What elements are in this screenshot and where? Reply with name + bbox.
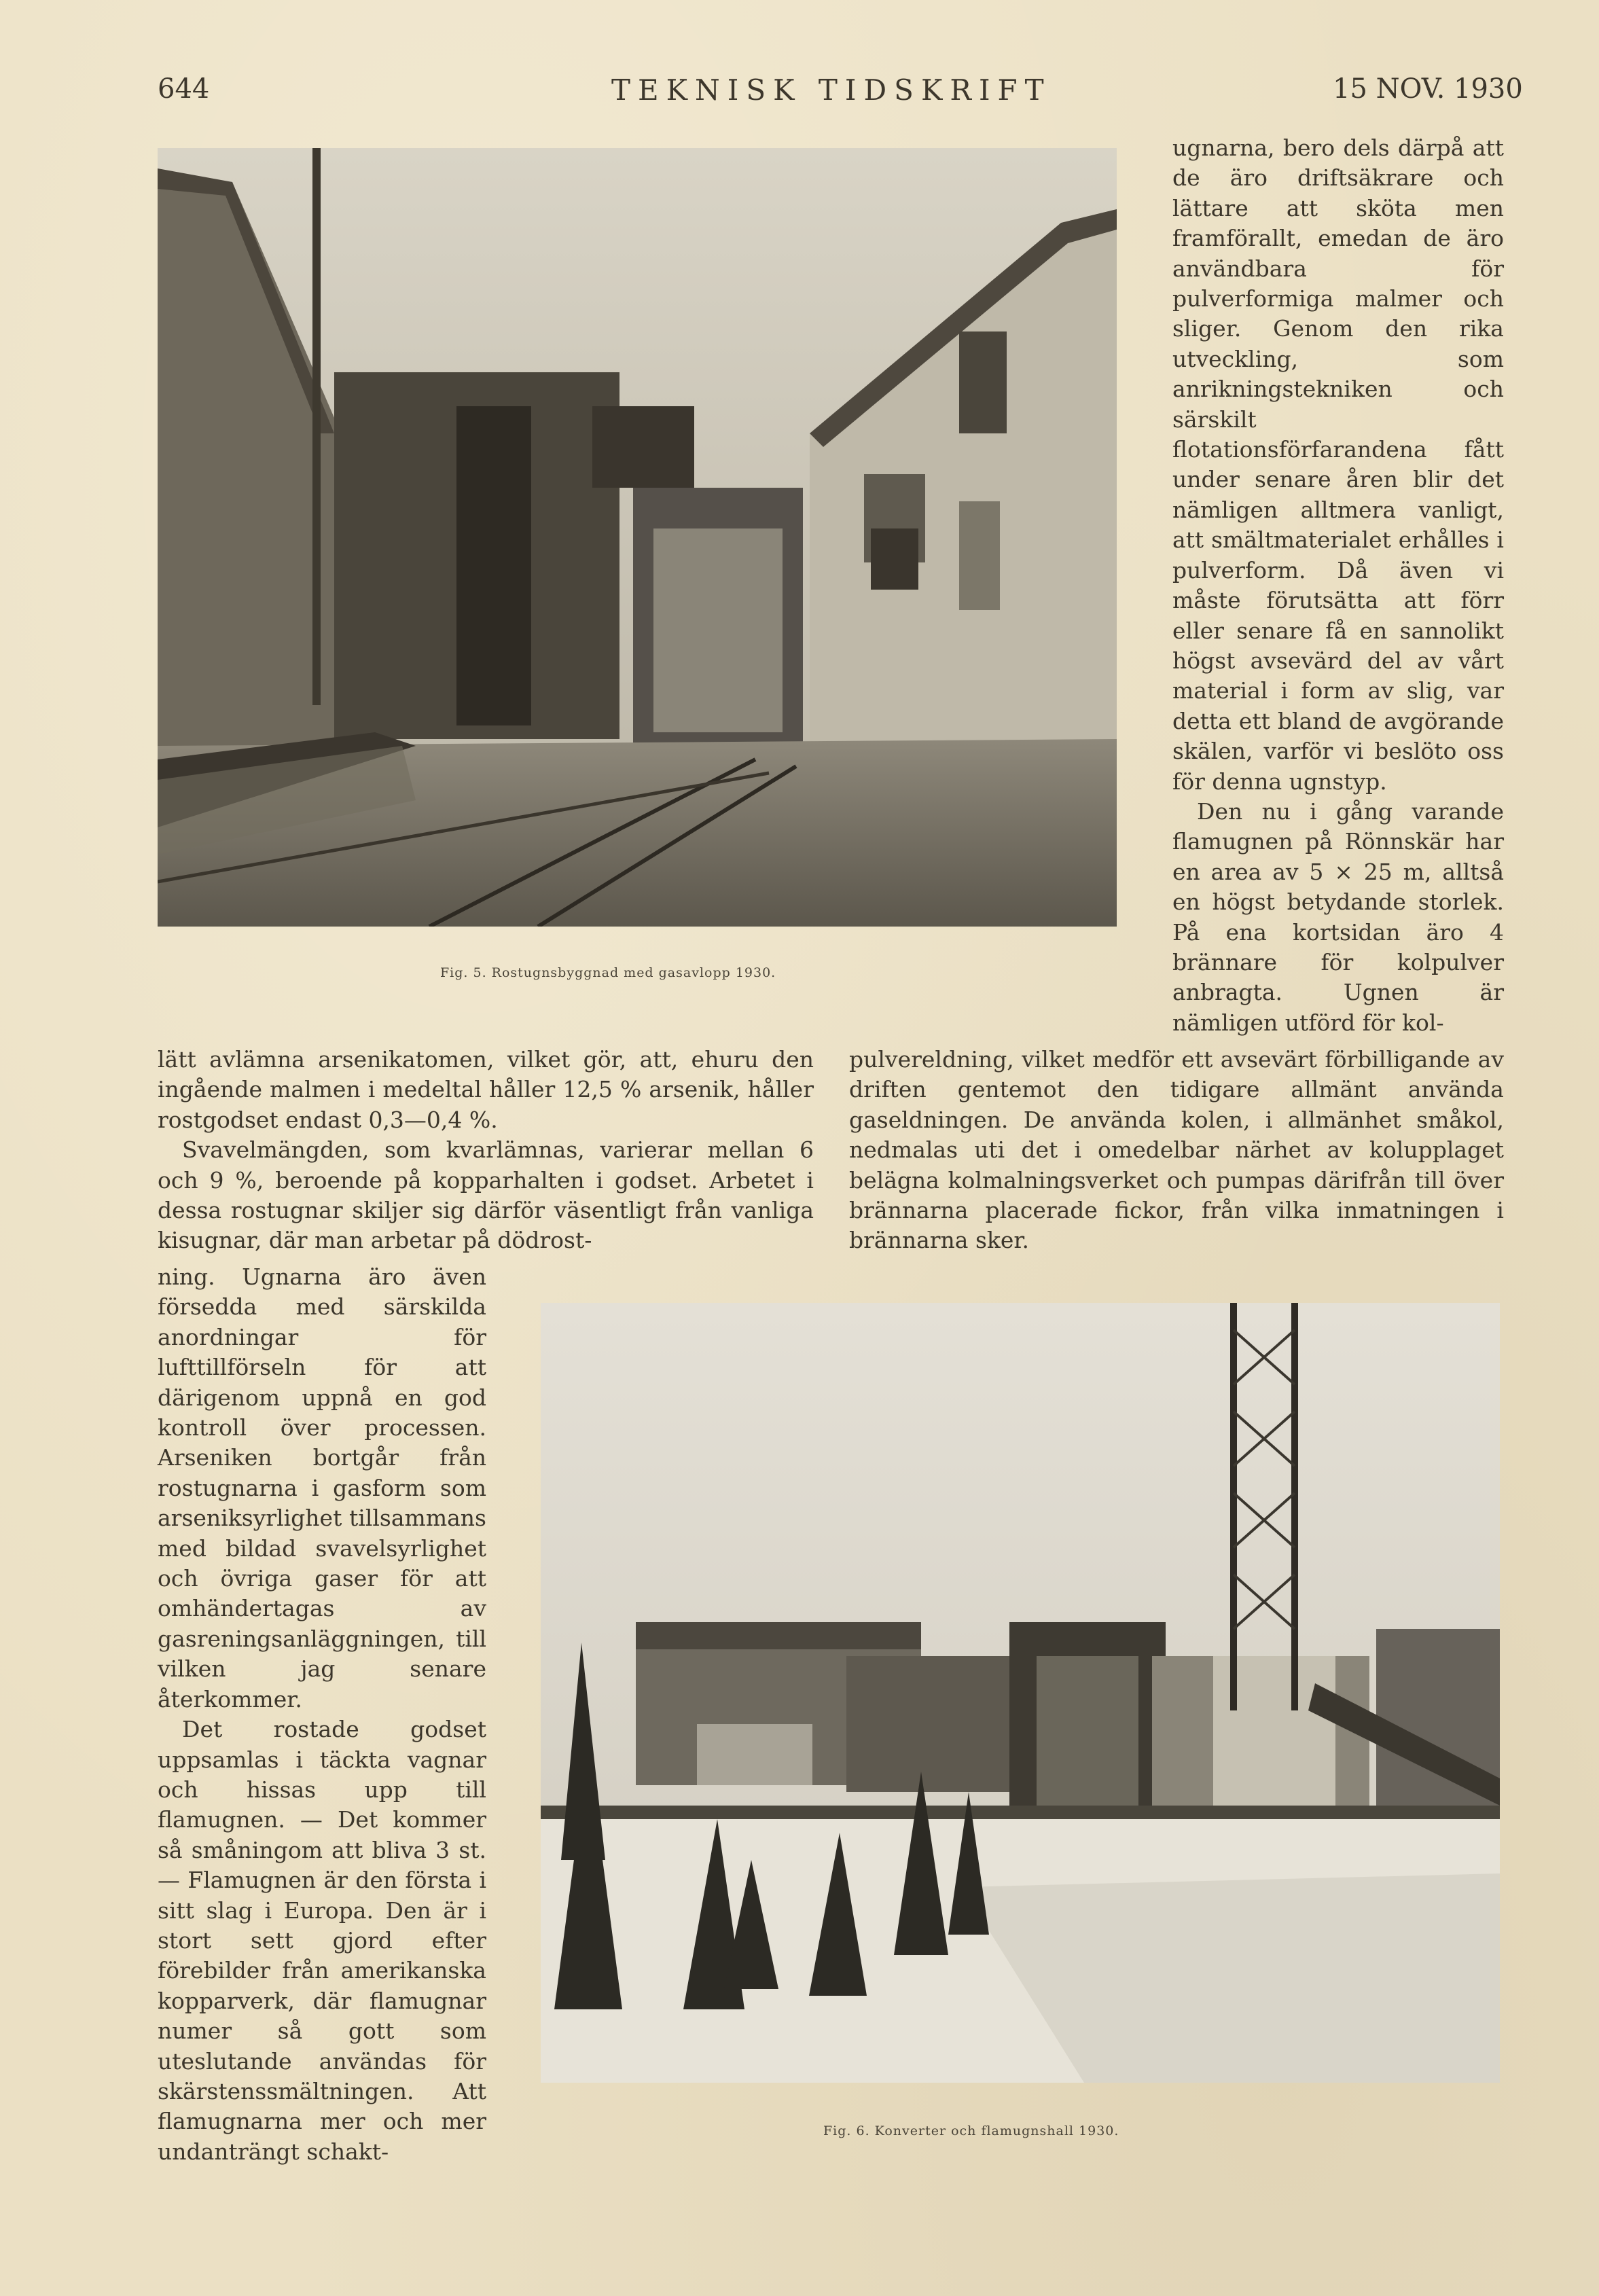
text-column-right-mid xyxy=(849,1045,1504,1256)
text-column-left-wide xyxy=(158,1045,814,1256)
figure-5-photo xyxy=(158,148,1117,927)
text-column-right-top xyxy=(1172,133,1504,1038)
issue-date: 15 NOV. 1930 xyxy=(1333,73,1523,105)
paragraph: Det rostade godset uppsamlas i täckta vagnar och hissas upp till flamugnen. — Det kommer så småningom att bliva 3 st. — Flamugnen är den första i sitt slag i Europa. Den är i stort sett gjord efter förebilder från amerikanska kopparverk, där flamugnar numer så gott som uteslutande användas för skärstenssmältningen. Att flamugnarna mer och mer undanträngt schakt- xyxy=(158,1716,486,2165)
figure-6-caption: Fig. 6. Konverter och flamugnshall 1930. xyxy=(823,2123,1119,2138)
text-column-left-narrow xyxy=(158,1262,486,2167)
paragraph: Svavelmängden, som kvarlämnas, varierar mellan 6 och 9 %, beroende på kopparhalten i godset. Arbetet i dessa rostugnar skiljer sig därför väsentligt från vanliga kisugnar, där man arbetar på dödrost- xyxy=(158,1136,814,1254)
page-number: 644 xyxy=(158,73,210,105)
figure-5-caption: Fig. 5. Rostugnsbyggnad med gasavlopp 1930. xyxy=(440,965,776,980)
paragraph: pulvereldning, vilket medför ett avsevärt förbilligande av driften gentemot den tidigare allmänt använda gaseldningen. De använda kolen, i allmänhet småkol, nedmalas uti det i omedelbar närhet av kolupplaget belägna kolmalningsverket och pumpas därifrån till över brännarna placerade fickor, från vilka inmatningen i brännarna sker. xyxy=(849,1046,1504,1254)
paragraph: ning. Ugnarna äro även försedda med särskilda anordningar för lufttillförseln för att därigenom uppnå en god kontroll över processen. Arseniken bortgår från rostugnarna i gasform som arseniksyrlighet tillsammans med bildad svavelsyrlighet och övriga gaser för att omhändertagas av gasreningsanläggningen, till vilken jag senare återkommer. xyxy=(158,1263,486,1712)
figure-6-photo xyxy=(541,1303,1500,2083)
paragraph: Den nu i gång varande flamugnen på Rönnskär har en area av 5 × 25 m, alltså en högst betydande storlek. På ena kortsidan äro 4 brännare för kolpulver anbragta. Ugnen är nämligen utförd för kol- xyxy=(1172,797,1504,1036)
journal-title: TEKNISK TIDSKRIFT xyxy=(611,73,1052,107)
paragraph: ugnarna, bero dels därpå att de äro driftsäkrare och lättare att sköta men framförallt, emedan de äro användbara för pulverformiga malmer och sliger. Genom den rika utveckling, som anrikningstekniken och särskilt flotationsförfarandena fått under senare åren blir det nämligen alltmera vanligt, att smältmaterialet erhålles i pulverform. Då även vi måste förutsätta att förr eller senare få en sannolikt högst avsevärd del av vårt material i form av slig, var detta ett bland de avgörande skälen, varför vi beslöto oss för denna ugnstyp. xyxy=(1172,134,1504,795)
paragraph: lätt avlämna arsenikatomen, vilket gör, att, ehuru den ingående malmen i medeltal håller 12,5 % arsenik, håller rostgodset endast 0,3—0,4 %. xyxy=(158,1046,814,1133)
